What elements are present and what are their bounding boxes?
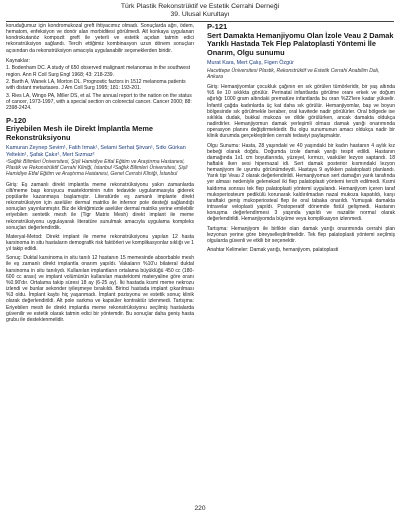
abstract-title: Sert Damakta Hemanjiyomu Olan İzole Veau 2 Damak Yarıklı Hastada Tek Flep Palatoplasti Yöntemi İle Onarım, Olgu sunumu [207,30,394,57]
congress-header: 39. Ulusal Kurultayı [170,11,230,18]
page-number: 220 [194,505,206,512]
references [6,58,194,112]
abstract-discussion: Tartışma: Hemanjiyom ile birlikte olan damak yarığı onarımında cerrahi plan lezyonun yerine göre bireyselleştirilmelidir. Tek flep palatoplasti yöntemi seçilmiş olgularda güvenli ve etkili bir seçenektir. [207,225,395,244]
abstract-affiliations: ¹Sağlık Bilimleri Üniversitesi, Şişli Hamidiye Etfal Eğitim ve Araştırma Hastanesi, Plastik ve Rekonstrüktif Cerrahi Kliniği, İstanbul ²Sağlık Bilimleri Üniversitesi, Şişli Hamidiye Etfal Eğitim ve Araştırma Hastanesi, Genel Cerrahi Kliniği, İstanbul [6,159,188,178]
abstract-affiliations: Hacettepe Üniversitesi Plastik, Rekonstrüktif ve Estetik Cerrahi Anabilim Dalı, Ankara [207,67,380,80]
abstract-results: Sonuç: Duktal karsinoma in situ tanılı 12 hastanın 15 memesinde absorbable mesh ile eş zamanlı direkt implantla onarım yapıldı. Vakaların %10'u bilateral duktal karsinoma in situ tanılıydı. Kullanılan implantların ortalama büyüklüğü 450 cc (180-600 cc arası) ve implant volümünün kullanılan mastektomi materyaline göre oranı %0.90'dır. Ortalama takip süresi 18 ay (6-25 ay). İki hastada kısmi meme nekrozu izlendi ve bunlar sekonder iyileşmeye bırakıldı. Birinci hastada implant çıkarılması %3 oldu. İmplant kaybı hiç yaşanmadı. İmplant pozisyonu ve estetik sonuç klinik olarak değerlendirildi. Alt pole sarkma ve kapsüler kontraktür izlenmedi. Tartışma: Eriyebilen mesh ile direkt implantla meme rekonstrüksiyonu seçilmiş hastalarda güvenilir ve estetik olarak tatmin edici bir yöntemdir. Bu sonuçlar daha geniş hasta grubu ile desteklenmelidir. [6,255,194,323]
keywords: Anahtar Kelimeler: Damak yarığı, hemanjiyom, palatoplasti [207,247,339,253]
right-column [207,23,395,256]
abstract-code: P-121 [207,22,228,31]
abstract-introduction: Giriş: Eş zamanlı direkt implantla meme rekonstrüksiyonu yakın zamanlarda cilt/meme başı koruyucu mastektominin rutin tedavide uygulanmasıyla giderek popülarite kazanmaya başlamıştır. Literatürde eş zamanlı implante direkt rekonstrüksiyon için aselüler dermal matriks ile infernor pole desteği sağlandığı sonuçları yayınlanmıştır. Biz de kliniğimizde aselüler dermal matriks yerine emilebilir eriyebilen sentetik mesh ile (Tigr Matrix Mesh) direkt implant ile meme rekonstrüksiyonu uygulayarak literatüre sunulmak amacıyla uygulama kompleks sonuçları değerlendirdik. [6,181,194,231]
reference-item: 2. Barth A, Wanek LA, Morton DL. Prognostic factors in 1512 melanoma patients with distant metastases. J Am Coll Surg 1995; 181: 193-201. [6,79,186,92]
case-report: Olgu Sunumu: Hasta, 28 yaşındaki ve 40 yaşındaki bir kadın hastanın 4 aylık kız bebeği olarak doğdu. Doğumda izole damak yarığı tespit edildi. Hastanın damağında 1x1 cm boyutlarında, yüzeyel, kırmızı, vasküler lezyon saptandı. 18 haftalık iken sesi hipernazal idi. Sert damak posterior kısmındaki lezyon hemanjiyom ile uyumlu görünümdeydi. Hastaya 9 aylıkken palatoplasti planlandı. Yarık tipi Veau 2 olarak değerlendirildi. Hemanjiyomun sert damağın yarık tarafında yer alması nedeniyle geleneksel iki flep palatoplasti yöntemi tercih edilmedi. Kısmi kaldırma sonrası tek flep palatoplasti yöntemi uygulandı. Hemanjiyom içeren taraf mukoperiosteum pedikülü korunarak kaldırılmadan nazal mukoza kapatıldı, karşı taraftaki geniş mukoperiosteal flep ile oral tabaka onarıldı. Yumuşak damakta intravelar veloplasti yapıldı. Postoperatif dönemde fistül gelişmedi. Hastanın konuşma değerlendirmesi 3 yaşında yapıldı ve nazalite normal olarak değerlendirildi. Hemanjiyomda büyüme veya komplikasyon izlenmedi. [207,142,395,223]
abstract-introduction: Giriş: Hemanjiyomlar çocukluk çağının en sık görülen tümörleridir, bir yaş altında %5 ile 10 sıklıkta görülür. Perinatal infantlarda görülme oranı erkek ve doğum ağırlığı 1000 gram altındaki prematüre infantlarda bu oran %22'lere kadar yükselir. İnfantil çağda kadınlarda üç kat daha sık görülür. Hemanjiyomlar, baş ve boyun bölgesinde sık görülmekle beraber, oral kavitede nadir görülürler. Oral bölgede ise sıklıkla dudak, bukkal mukoza ve dilde görülürken, ancak damakta oldukça nadirdirler. Hemanjiyomun damak yerleşimli olması damak yarığı onarımında operasyon planını değiştirmektedir. Bu olgu sunumunun amacı oldukça nadir bir klinik durumda gerçekleştirilen cerrahi tedaviyi paylaşmaktır. [207,84,395,140]
abstract-title: Eriyebilen Mesh ile Direkt İmplantla Meme Rekonstrüksiyonu [6,124,154,142]
journal-header: Türk Plastik Rekonstrüktif ve Estetik Cerrahi Derneği [120,3,280,10]
left-column [6,23,194,326]
abstract-authors: Kamuran Zeynep Sevim¹, Fatih Irmak¹, Selami Serhat Şirvan¹, Sıtkı Gürkan Yeltekin¹, Şafak Çakır¹, Mert Sızmaz² [6,145,186,158]
reference-item: 3. Ries LA, Wingo PA, Miller DS, et al. The annual report to the nation on the status of cancer, 1973-1997, with a special section on colorectal cancer. Cancer 2000; 88: 2398-2424. [6,93,192,112]
abstract-authors: Murat Kara, Mert Çalış, Figen Özgür [207,60,294,67]
abstract-methods: Materyal-Metod: Direkt implant ile meme rekonstrüksiyonu yapılan 12 hasta karsinoma in situ hastaların demografik risk faktörleri ve komplikasyonlar sıklığı ve 1 yıl takip edildi. [6,233,194,253]
abstract-code: P-120 [6,115,27,125]
reference-item: 1. Bodenham DC. A study of 650 observed malignant melanomas in the southwest region. Ann R Coll Surg Engl 1968; 43: 218-239. [6,65,191,78]
references-heading: Kaynaklar: [6,57,30,64]
header-rule [6,21,394,22]
previous-abstract-conclusion: koruduğumuz için kondromukozal greft ihtiyacımız olmadı. Sonuçlarda ağrı, ödem, hematom, enfeksiyon ve donör alan morbiditesi görülmedi. Alt konkaya uygulanan kondrokutanöz kompozit greft ile yeterli ve estetik açıdan tatmin edici rekonstrüksiyon sağlandı. Tercih ettiğimiz kombinasyon uzun dönem sonuçları açısından da rekonstrüksiyon amacıyla uygulanabilir seçeneklerden biridir. [6,23,194,54]
